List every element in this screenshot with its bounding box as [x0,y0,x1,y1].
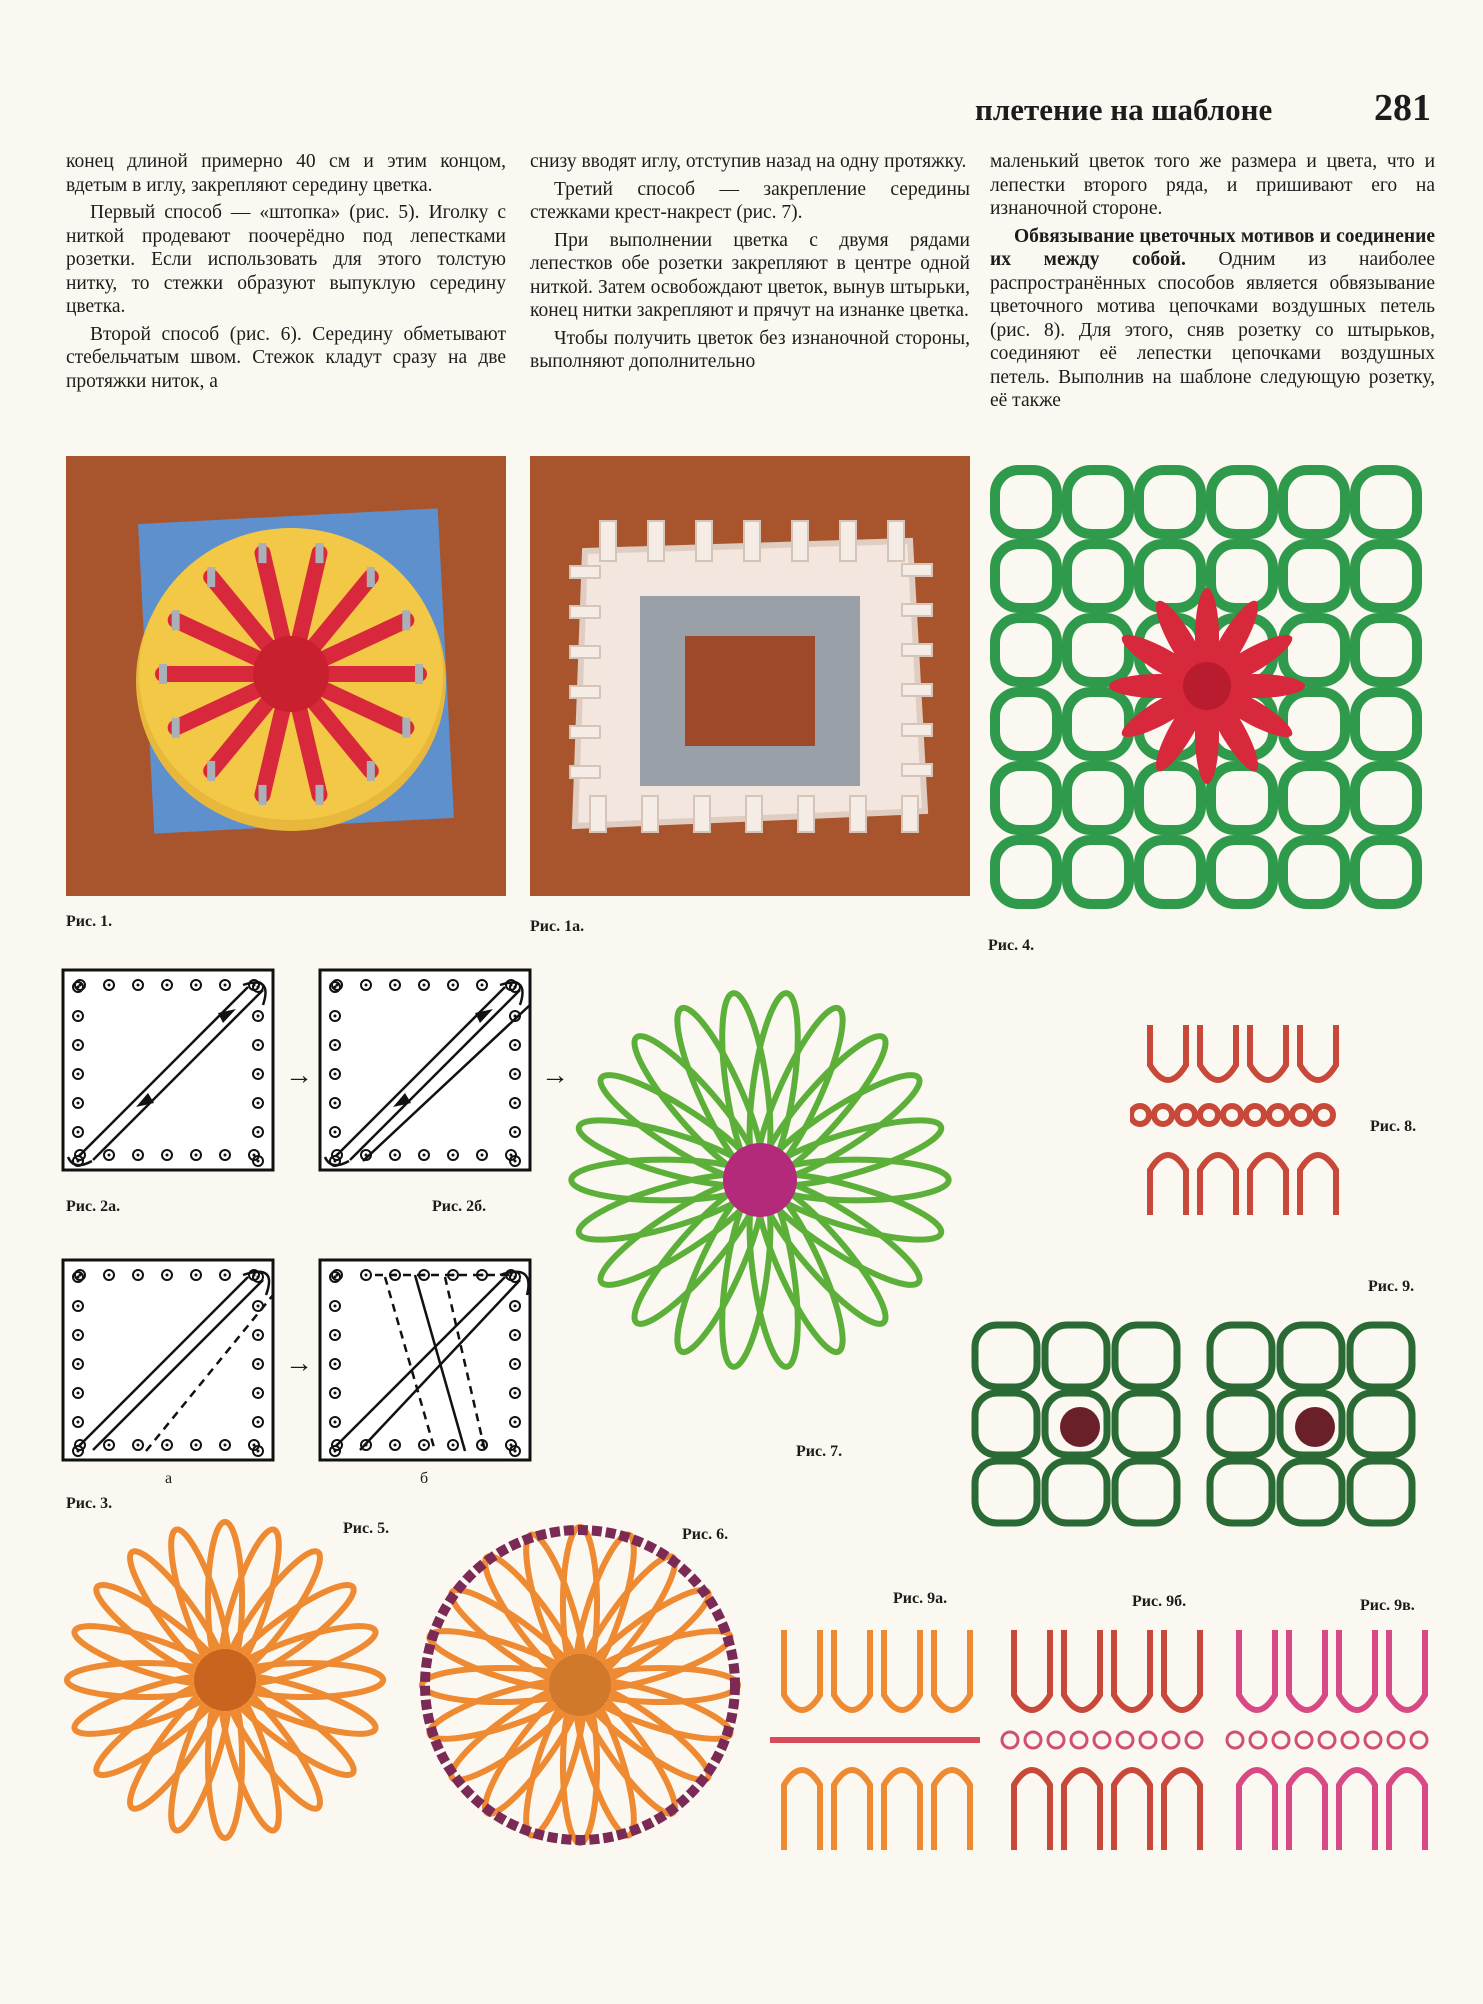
diagram-label: б [420,1470,429,1487]
paragraph: снизу вводят иглу, отступив назад на одну протяжку. [530,151,967,172]
paragraph: конец длиной примерно 40 см и этим концом, вдетым в иглу, закрепляют середину цветка. [66,151,506,196]
figure-caption: Рис. 9б. [1132,1593,1187,1610]
illustration-chain-loops [1130,1020,1340,1220]
illustration-square-motif [985,460,1430,920]
paragraph: Первый способ — «штопка» (рис. 5). Иголку с ниткой продевают поочерёдно под лепестками розетки. Если использовать для этого толстую нитку, то стежки образуют выпуклую середину цветка. [66,202,506,317]
figure-caption: Рис. 1а. [530,918,585,935]
paragraph: маленький цветок того же размера и цвета, что и лепестки второго ряда, и пришивают его на изнаночной стороне. [990,151,1435,219]
figure-caption: Рис. 8. [1370,1118,1417,1135]
paragraph: Третий способ — закрепление середины стежками крест-накрест (рис. 7). [530,178,970,223]
diagram-3b [315,1255,535,1465]
illustration-strands-9a [770,1625,980,1855]
figure-caption: Рис. 7. [796,1443,843,1460]
illustration-strands-9v [1225,1625,1435,1855]
page-number: 281 [1374,87,1431,129]
figure-caption: Рис. 3. [66,1495,113,1512]
diagram-label: а [165,1470,173,1487]
figure-caption: Рис. 4. [988,937,1035,954]
figure-caption: Рис. 2б. [432,1198,487,1215]
text-column-2 [530,150,970,378]
illustration-edged-flower [415,1515,745,1855]
running-header-title: плетение на шаблоне [975,92,1273,127]
text-column-3 [990,150,1435,413]
diagram-2a [58,965,278,1175]
section-heading: Обвязывание цветочных мотивов и соединение их между собой. [990,225,1435,270]
photo-square-loom [530,456,970,896]
figure-caption: Рис. 9а. [893,1590,948,1607]
illustration-strands-9b [1000,1625,1210,1855]
figure-caption: Рис. 1. [66,913,113,930]
diagram-2b [315,965,535,1175]
paragraph: При выполнении цветка с двумя рядами лепестков обе розетки закрепляют в центре одной ниткой. Затем освобождают цветок, вынув штырьки, конец нитки закрепляют и прячут на изнанке цветка. [530,229,970,321]
paragraph: Одним из наиболее распространённых способов является обвязывание цветочного мотива цепочками воздушных петель (рис. 8). Для этого, сняв розетку со штырьков, соединяют её лепестки цепочками воздушных петель. Выполнив на шаблоне следующую розетку, её также [990,249,1436,411]
figure-caption: Рис. 9. [1368,1278,1415,1295]
illustration-joined-motifs [970,1320,1430,1530]
arrow-icon: → [285,1060,313,1091]
figure-caption: Рис. 2а. [66,1198,121,1215]
paragraph: Второй способ (рис. 6). Середину обметывают стебельчатым швом. Стежок кладут сразу на две протяжки ниток, а [66,323,506,392]
figure-caption: Рис. 6. [682,1526,729,1543]
arrow-icon: → [541,1060,569,1091]
illustration-orange-flower [60,1510,390,1850]
illustration-green-flower [560,955,960,1405]
figure-caption: Рис. 9в. [1360,1597,1415,1614]
photo-round-loom [66,456,506,896]
text-column-1 [66,150,506,397]
arrow-icon: → [285,1348,313,1379]
diagram-3a [58,1255,278,1465]
figure-caption: Рис. 5. [343,1520,390,1537]
paragraph: Чтобы получить цветок без изнаночной стороны, выполняют дополнительно [530,327,970,372]
